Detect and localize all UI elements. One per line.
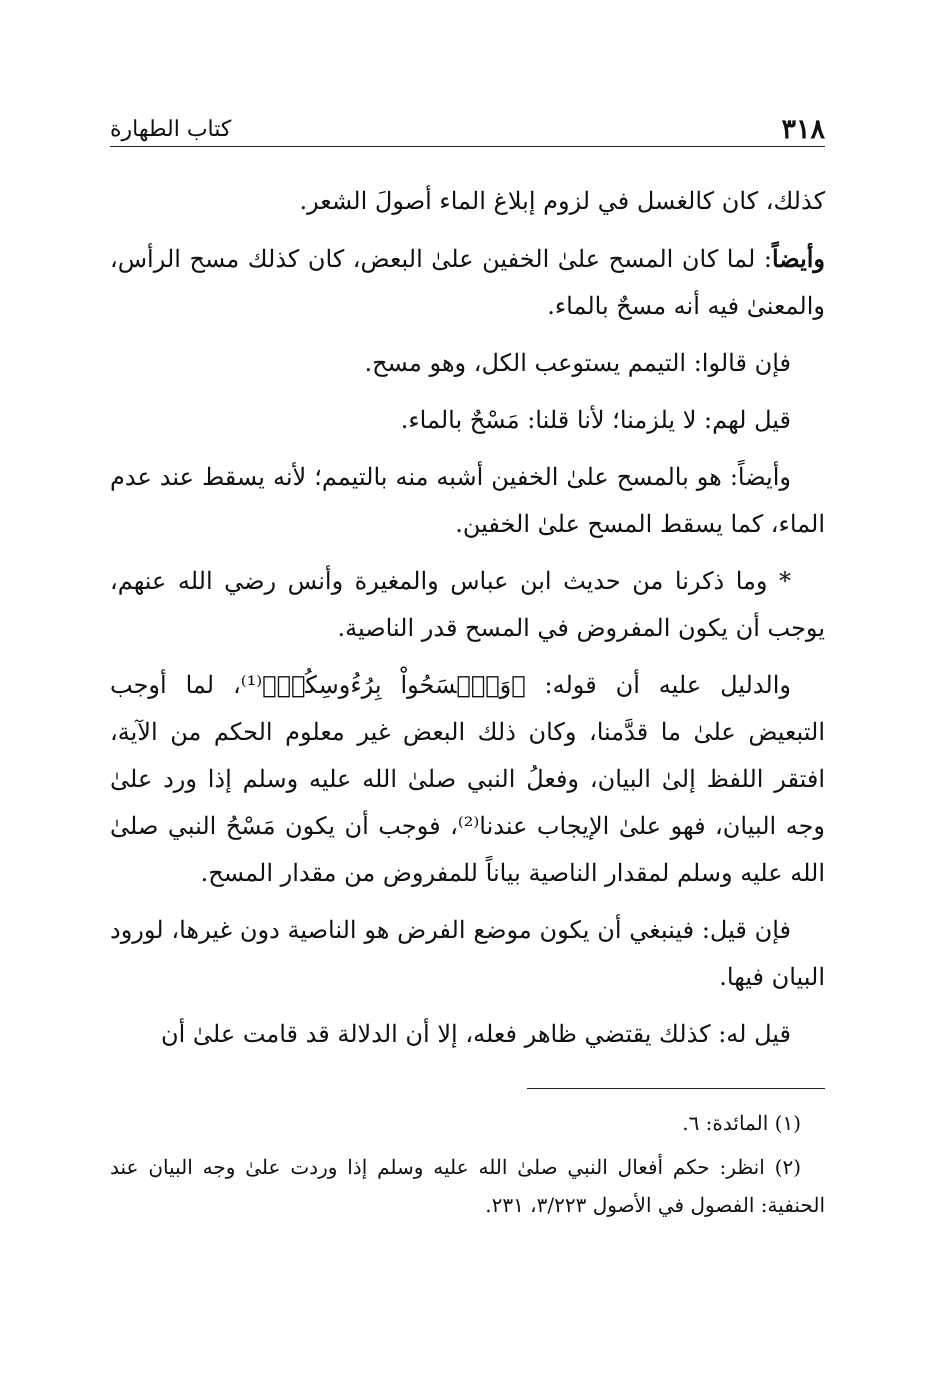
paragraph-1: كذلك، كان كالغسل في لزوم إبلاغ الماء أصولَ الشعر. (299, 187, 825, 215)
book-title: كتاب الطهارة (110, 116, 232, 142)
page-number: ٣١٨ (781, 113, 825, 145)
footnotes (110, 1104, 825, 1230)
paragraph-3: فإن قالوا: التيمم يستوعب الكل، وهو مسح. (364, 349, 791, 377)
footnote-2: (٢) انظر: حكم أفعال النبي صلىٰ الله عليه وسلم إذا وردت علىٰ وجه البيان عند الحنفية: الفصول في الأصول ٣/٢٢٣، ٢٣١. (110, 1155, 825, 1217)
book-page (110, 0, 825, 1374)
paragraph-5: وأيضاً: هو بالمسح علىٰ الخفين أشبه منه بالتيمم؛ لأنه يسقط عند عدم الماء، كما يسقط المسح علىٰ الخفين. (110, 463, 825, 538)
footnote-1: (١) المائدة: ٦. (682, 1111, 801, 1135)
running-header (110, 112, 825, 147)
main-text (110, 178, 825, 1068)
paragraph-4: قيل لهم: لا يلزمنا؛ لأنا قلنا: مَسْحٌ بالماء. (400, 406, 791, 434)
paragraph-2-text: : لما كان المسح علىٰ الخفين علىٰ البعض، كان كذلك مسح الرأس، والمعنىٰ فيه أنه مسحٌ بالماء. (110, 245, 825, 320)
paragraph-2 (110, 235, 825, 330)
paragraph-6: * وما ذكرنا من حديث ابن عباس والمغيرة وأنس رضي الله عنهم، يوجب أن يكون المفروض في المسح قدر الناصية. (110, 567, 825, 642)
paragraph-8: فإن قيل: فينبغي أن يكون موضع الفرض هو الناصية دون غيرها، لورود البيان فيها. (110, 916, 825, 991)
paragraph-9: قيل له: كذلك يقتضي ظاهر فعله، إلا أن الدلالة قد قامت علىٰ أن (161, 1020, 791, 1048)
footnote-divider (527, 1088, 825, 1089)
paragraph-7: والدليل عليه أن قوله: ﴿وَٱمۡسَحُواْ بِرُءُوسِكُمۡ﴾⁽¹⁾، لما أوجب التبعيض علىٰ ما قدَّمنا، وكان ذلك البعض غير معلوم الحكم من الآية، افتقر اللفظ إلىٰ البيان، وفعلُ النبي صلىٰ الله عليه وسلم إذا ورد علىٰ وجه البيان، فهو علىٰ الإيجاب عندنا⁽²⁾، فوجب أن يكون مَسْحُ النبي صلىٰ الله عليه وسلم لمقدار الناصية بياناً للمفروض من مقدار المسح. (110, 671, 825, 887)
paragraph-2-lead: وأيضاً (771, 244, 825, 273)
